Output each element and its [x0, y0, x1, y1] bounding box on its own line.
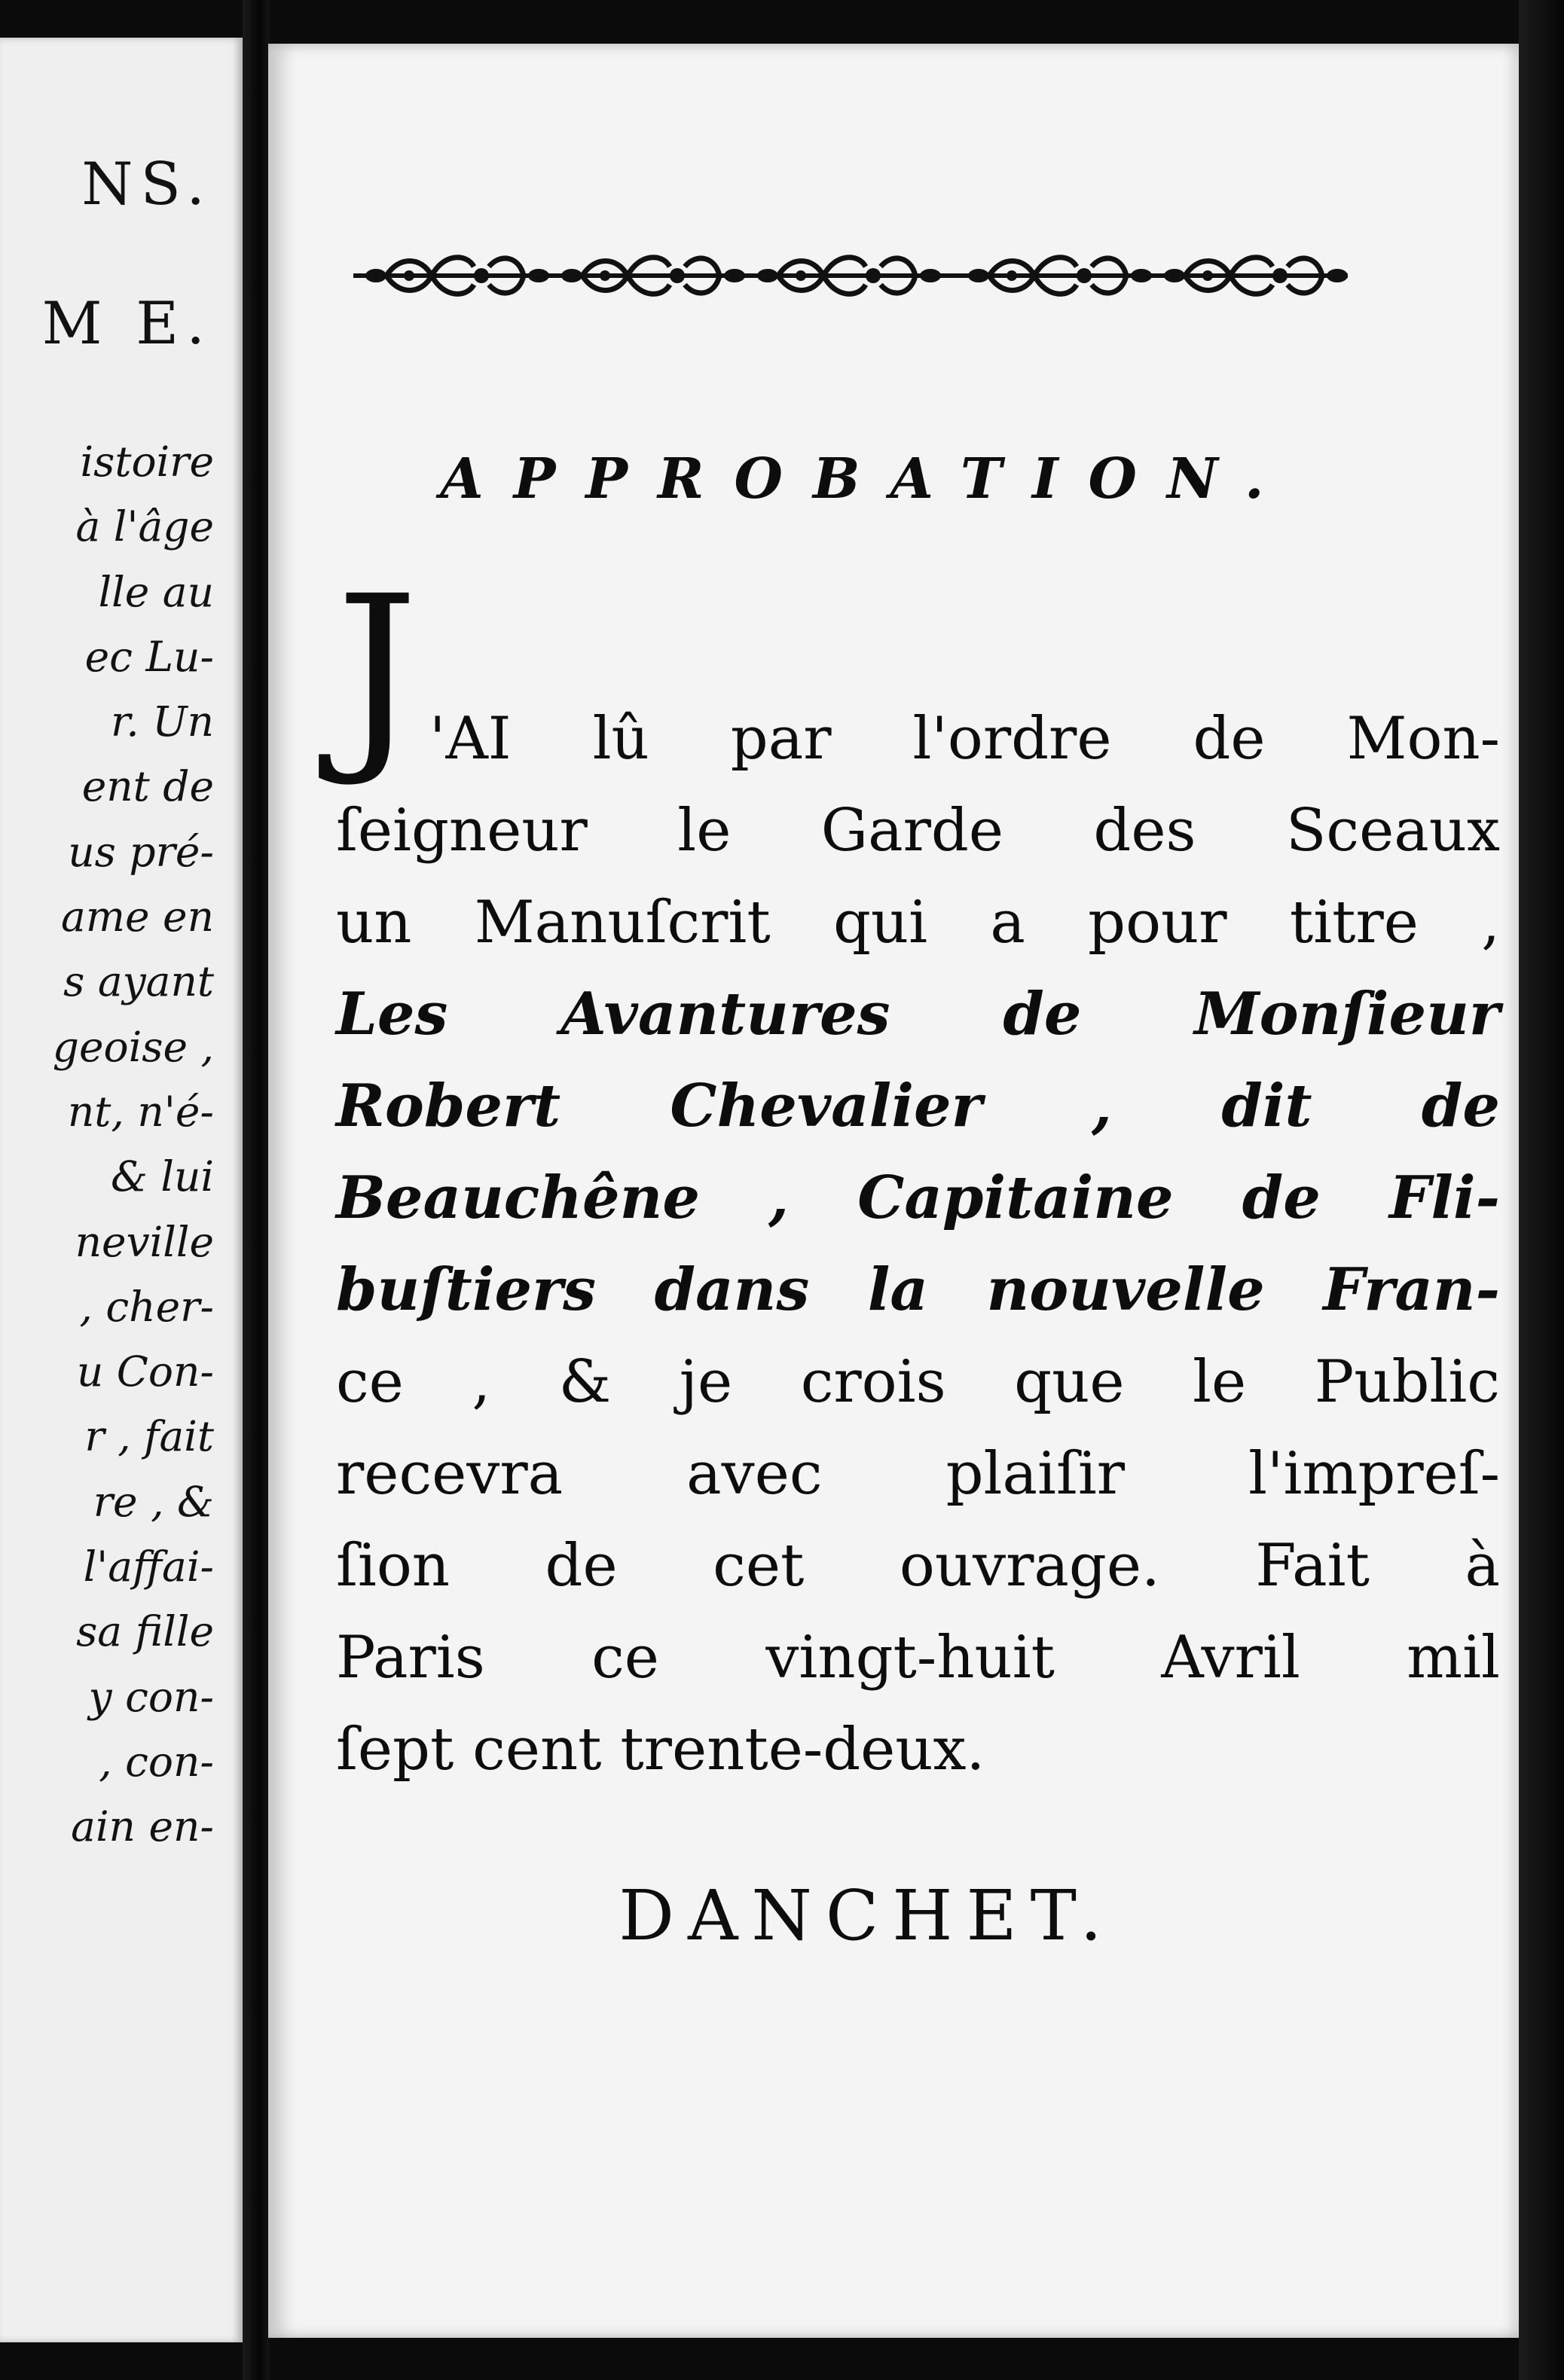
left-line: ec Lu- [84, 632, 214, 681]
left-line: s ayant [63, 957, 214, 1006]
signature: DANCHET. [619, 1875, 1116, 1956]
left-line: r. Un [111, 697, 214, 746]
text-line: recevra avec plaiſir l'impreſ- [336, 1440, 1500, 1508]
text-line: Paris ce vingt-huit Avril mil [336, 1624, 1500, 1692]
drop-cap: J [336, 553, 419, 791]
text-line: 'AI lû par l'ordre de Mon- [429, 705, 1500, 773]
left-line: istoire [80, 438, 214, 486]
approbation-text [336, 693, 1564, 1796]
left-line: à l'âge [75, 502, 214, 551]
text-line: ſept cent trente-deux. [336, 1716, 985, 1783]
left-line: , con- [99, 1737, 214, 1786]
left-line: neville [75, 1217, 214, 1266]
left-line: re , & [93, 1477, 214, 1526]
book-gutter [243, 0, 270, 2380]
text-line: un Manuſcrit qui a pour titre , [336, 889, 1500, 957]
left-line: u Con- [76, 1347, 214, 1396]
text-line: Beauchêne , Capitaine de Fli- [336, 1164, 1500, 1232]
left-line: sa fille [76, 1607, 214, 1656]
left-line: lle au [98, 567, 214, 616]
text-line: Les Avantures de Monſieur [336, 980, 1500, 1048]
left-line: r , fait [84, 1412, 214, 1461]
text-line: Robert Chevalier , dit de [336, 1072, 1500, 1140]
text-line: ſion de cet ouvrage. Fait à [336, 1532, 1500, 1600]
page-title: APPROBATION. [440, 447, 1294, 511]
ornament-icon [353, 246, 1564, 306]
left-page-running-header: NS. [81, 151, 212, 218]
left-page-text-lines [53, 429, 214, 1860]
left-line: y con- [88, 1672, 214, 1721]
right-page-edge [1519, 0, 1564, 2380]
main-page [268, 44, 1519, 2338]
left-line: & lui [110, 1152, 214, 1201]
left-line: ain en- [71, 1802, 214, 1851]
left-line: l'affai- [83, 1542, 214, 1591]
text-line: buſtiers dans la nouvelle Fran- [336, 1256, 1500, 1324]
left-line: us pré- [68, 827, 214, 876]
left-line: geoise , [52, 1022, 214, 1071]
left-line: ent de [81, 762, 214, 811]
left-line: nt, n'é- [67, 1087, 214, 1136]
left-line: ame en [61, 892, 214, 941]
text-line: ſeigneur le Garde des Sceaux [336, 797, 1500, 865]
left-line: , cher- [79, 1282, 214, 1331]
text-line: ce , & je crois que le Public [336, 1348, 1500, 1416]
left-page-fragment [0, 38, 243, 2342]
left-page-subheader: M E. [41, 290, 212, 358]
